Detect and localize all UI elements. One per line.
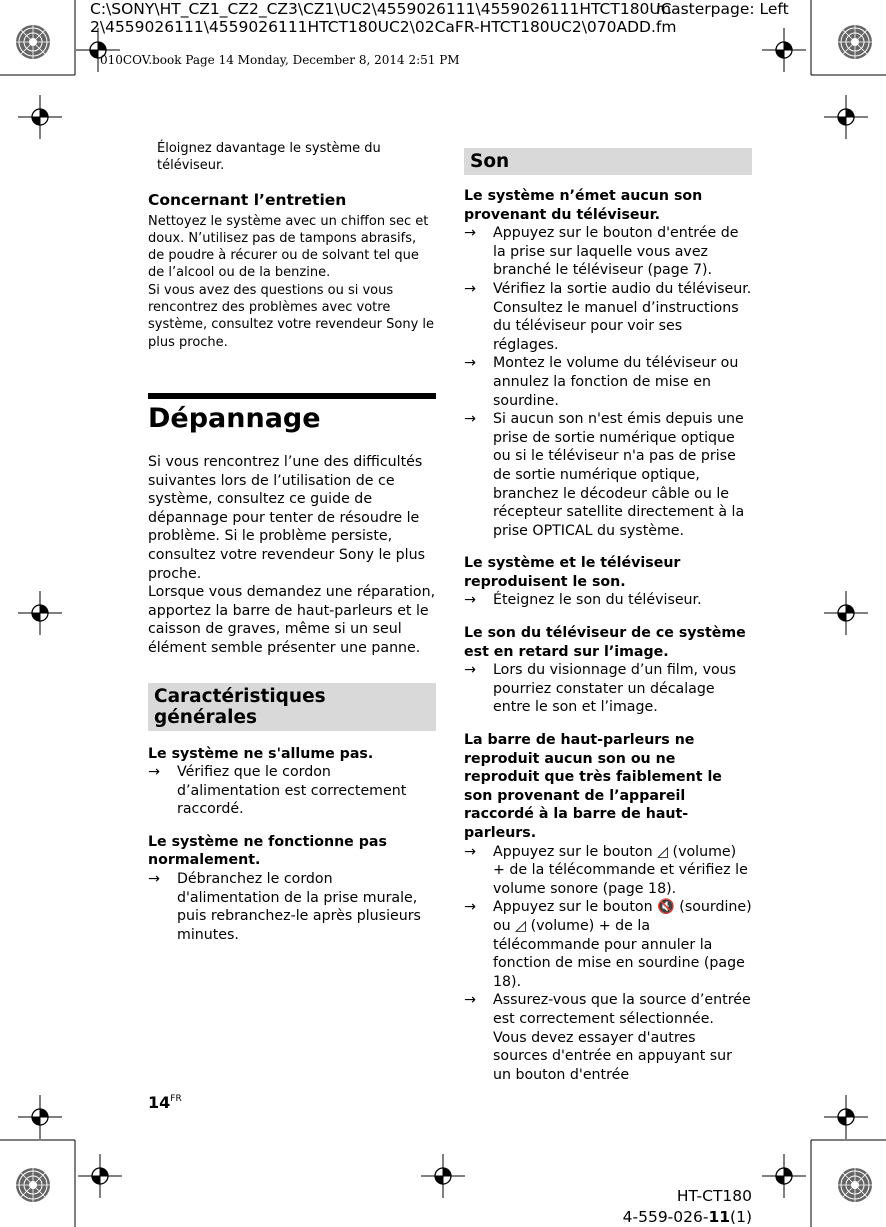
sound-section-header: Son bbox=[464, 148, 752, 175]
arrow-icon: → bbox=[464, 225, 476, 242]
faq-question: Le système ne s'allume pas. bbox=[148, 745, 374, 762]
color-wheel-icon bbox=[838, 25, 872, 59]
arrow-icon: → bbox=[464, 355, 476, 372]
registration-mark-icon bbox=[18, 1095, 62, 1139]
arrow-icon: → bbox=[148, 871, 160, 888]
color-wheel-icon bbox=[16, 1168, 50, 1202]
faq-question: La barre de haut-parleurs ne reproduit aucun son ou ne reproduit que très faiblement le son provenant de l’appareil raccordé à la barre de haut-parleurs. bbox=[464, 732, 722, 841]
faq-answer: → Vérifiez la sortie audio du téléviseur. Consultez le manuel d’instructions du téléviseur pour voir ses réglages. bbox=[464, 280, 752, 353]
color-wheel-icon bbox=[838, 1168, 872, 1202]
faq-question: Le son du téléviseur de ce système est en retard sur l’image. bbox=[464, 625, 746, 660]
maintenance-paragraph-2: Si vous avez des questions ou si vous rencontrez des problèmes avec votre système, consultez votre revendeur Sony le plus proche. bbox=[148, 282, 435, 350]
color-wheel-icon bbox=[16, 25, 50, 59]
file-path-line2: 2\4559026111\4559026111HTCT180UC2\02CaFR-HTCT180UC2\070ADD.fm bbox=[90, 18, 677, 36]
intro-line: Éloignez davantage le système du téléviseur. bbox=[157, 141, 381, 174]
registration-mark-icon bbox=[824, 1095, 868, 1139]
faq-question: Le système ne fonctionne pas normalement. bbox=[148, 833, 387, 869]
faq-question: Le système n’émet aucun son provenant du téléviseur. bbox=[464, 188, 703, 223]
registration-mark-icon bbox=[18, 591, 62, 635]
general-section-header: Caractéristiques générales bbox=[148, 683, 436, 731]
faq-answer: → Appuyez sur le bouton ◿ (volume) + de la télécommande et vérifiez le volume sonore (page 18). bbox=[464, 843, 748, 897]
arrow-icon: → bbox=[464, 280, 476, 297]
arrow-icon: → bbox=[148, 764, 160, 781]
registration-mark-icon bbox=[762, 1154, 806, 1198]
faq-answer: → Lors du visionnage d’un film, vous pourriez constater un décalage entre le son et l’image. bbox=[464, 662, 737, 716]
registration-mark-icon bbox=[76, 28, 120, 72]
file-path-line1: C:\SONY\HT_CZ1_CZ2_CZ3\CZ1\UC2\4559026111\4559026111HTCT180UC bbox=[90, 0, 672, 18]
part-code: 4-559-026-11(1) bbox=[622, 1208, 752, 1226]
arrow-icon: → bbox=[464, 843, 476, 860]
faq-answer: → Assurez-vous que la source d’entrée est correctement sélectionnée. Vous devez essayer d'autres sources d'entrée en appuyant sur un bouton d'entrée bbox=[464, 992, 751, 1083]
book-info: 010COV.book Page 14 Monday, December 8, 2014 2:51 PM bbox=[100, 53, 460, 67]
registration-mark-icon bbox=[824, 95, 868, 139]
registration-mark-icon bbox=[824, 591, 868, 635]
chapter-paragraph-1: Si vous rencontrez l’une des difficultés suivantes lors de l’utilisation de ce système, consultez ce guide de dépannage pour tenter de résoudre le problème. Si le problème persiste, consultez votre revendeur Sony le plus proche. bbox=[148, 453, 425, 582]
arrow-icon: → bbox=[464, 592, 476, 609]
arrow-icon: → bbox=[464, 992, 476, 1009]
faq-answer: → Si aucun son n'est émis depuis une prise de sortie numérique optique ou si le téléviseur n'a pas de prise de sortie numérique optique, branchez le décodeur câble ou le récepteur satellite directement à la prise OPTICAL du système. bbox=[464, 411, 745, 539]
maintenance-paragraph-1: Nettoyez le système avec un chiffon sec et doux. N’utilisez pas de tampons abrasifs, de poudre à récurer ou de solvant tel que de l’alcool ou de la benzine. bbox=[148, 213, 429, 281]
arrow-icon: → bbox=[464, 411, 476, 428]
chapter-title: Dépannage bbox=[148, 402, 321, 434]
registration-mark-icon bbox=[18, 95, 62, 139]
registration-mark-icon bbox=[421, 1154, 465, 1198]
arrow-icon: → bbox=[464, 662, 476, 679]
faq-answer: → Appuyez sur le bouton 🔇 (sourdine) ou ◿ (volume) + de la télécommande pour annuler la fonction de mise en sourdine (page 18). bbox=[464, 899, 752, 990]
faq-answer: → Appuyez sur le bouton d'entrée de la prise sur laquelle vous avez branché le téléviseur (page 7). bbox=[464, 225, 739, 279]
masterpage-label: masterpage: Left bbox=[656, 0, 789, 18]
faq-question: Le système et le téléviseur reproduisent le son. bbox=[464, 555, 681, 590]
page-number: $14^{FR}$ bbox=[148, 1093, 182, 1112]
arrow-icon: → bbox=[464, 899, 476, 916]
chapter-paragraph-2: Lorsque vous demandez une réparation, apportez la barre de haut-parleurs et le caisson de graves, même si un seul élément semble présenter une panne. bbox=[148, 584, 436, 656]
faq-answer: → Éteignez le son du téléviseur. bbox=[464, 592, 702, 609]
model-number: HT-CT180 bbox=[676, 1187, 752, 1205]
faq-answer: → Vérifiez que le cordon d’alimentation est correctement raccordé. bbox=[148, 764, 407, 818]
registration-mark-icon bbox=[762, 28, 806, 72]
faq-answer: → Débranchez le cordon d'alimentation de la prise murale, puis rebranchez-le après plusieurs minutes. bbox=[148, 871, 421, 943]
page-lang: FR bbox=[170, 1094, 182, 1104]
maintenance-title: Concernant l’entretien bbox=[148, 190, 347, 209]
registration-mark-icon bbox=[78, 1154, 122, 1198]
faq-answer: → Montez le volume du téléviseur ou annulez la fonction de mise en sourdine. bbox=[464, 355, 739, 409]
